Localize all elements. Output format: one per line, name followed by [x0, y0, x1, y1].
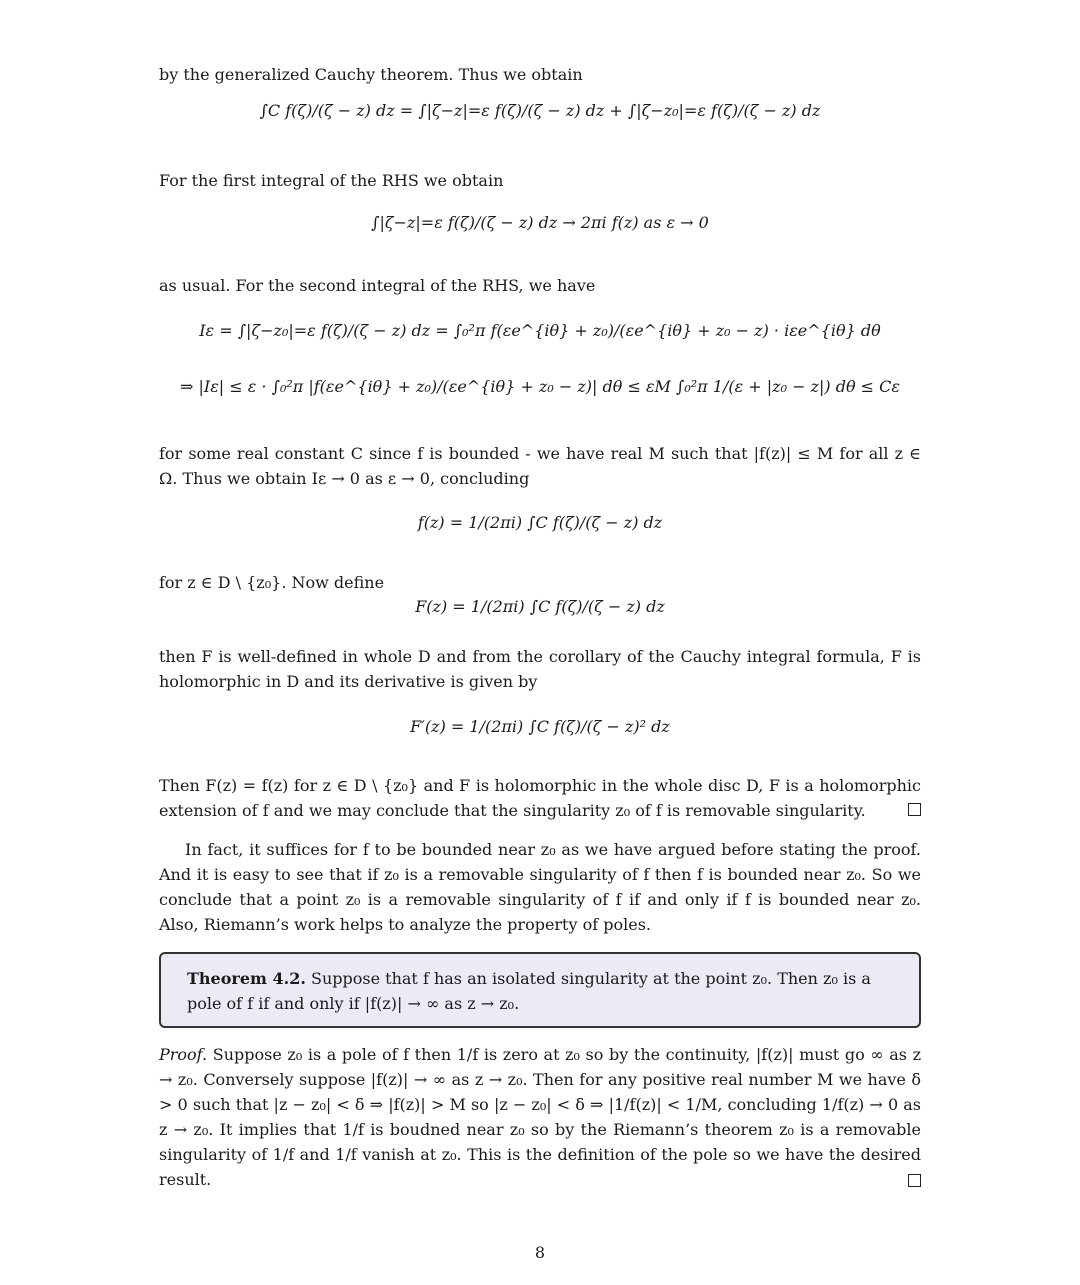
paragraph-conclusion: Then F(z) = f(z) for z ∈ D \ {z₀} and F is holomorphic in the whole disc D, F is a holomorphic extension of f and we may conclude that the singularity z₀ of f is removable singularity.: [159, 776, 921, 820]
proof-text: Suppose z₀ is a pole of f then 1/f is zero at z₀ so by the continuity, |f(z)| must go ∞ as z → z₀. Conversely suppose |f(z)| → ∞ as z → z₀. Then for any positive real number M we have δ > 0 such that |z − z₀| < δ ⇒ |f(z)| > M so |z − z₀| < δ ⇒ |1/f(z)| < 1/M, concluding 1/f(z) → 0 as z → z₀. It implies that 1/f is boudned near z₀ so by the Riemann’s theorem z₀ is a removable singularity of 1/f and 1/f vanish at z₀. This is the definition of the pole so we have the desired result.: [159, 1045, 922, 1189]
paragraph-first-integral: For the first integral of the RHS we obtain: [159, 171, 504, 190]
proof-paragraph: [159, 1042, 921, 1192]
paragraph-bounded-constant: for some real constant C since f is bounded - we have real M such that |f(z)| ≤ M for all z ∈ Ω. Thus we obtain Iε → 0 as ε → 0, concluding: [159, 444, 921, 488]
paragraph-well-defined: then F is well-defined in whole D and from the corollary of the Cauchy integral formula, F is holomorphic in D and its derivative is given by: [159, 647, 921, 691]
equation-definition-capital-f: F(z) = 1/(2πi) ∫C f(ζ)/(ζ − z) dz: [415, 597, 665, 616]
proof-label: Proof.: [159, 1045, 208, 1064]
theorem-box: [159, 952, 921, 1028]
equation-i-epsilon-definition: Iε = ∫|ζ−z₀|=ε f(ζ)/(ζ − z) dz = ∫₀²π f(εe^{iθ} + z₀)/(εe^{iθ} + z₀ − z) · iεe^{iθ} dθ: [199, 321, 881, 340]
qed-square-icon: [908, 1174, 921, 1187]
paragraph-intro: by the generalized Cauchy theorem. Thus we obtain: [159, 65, 583, 84]
equation-i-epsilon-bound: ⇒ |Iε| ≤ ε · ∫₀²π |f(εe^{iθ} + z₀)/(εe^{iθ} + z₀ − z)| dθ ≤ εM ∫₀²π 1/(ε + |z₀ − z|) dθ ≤ Cε: [180, 377, 900, 396]
paragraph-in-fact: In fact, it suffices for f to be bounded near z₀ as we have argued before stating the proof. And it is easy to see that if z₀ is a removable singularity of f then f is bounded near z₀. So we conclude that a point z₀ is a removable singularity of f if and only if f is bounded near z₀. Also, Riemann’s work helps to analyze the property of poles.: [159, 840, 921, 934]
qed-square-icon: [908, 803, 921, 816]
equation-cauchy-split: ∫C f(ζ)/(ζ − z) dz = ∫|ζ−z|=ε f(ζ)/(ζ − z) dz + ∫|ζ−z₀|=ε f(ζ)/(ζ − z) dz: [259, 101, 821, 120]
equation-first-integral-limit: ∫|ζ−z|=ε f(ζ)/(ζ − z) dz → 2πi f(z) as ε → 0: [371, 213, 709, 232]
paragraph-now-define: for z ∈ D \ {z₀}. Now define: [159, 573, 385, 592]
paragraph-second-integral: as usual. For the second integral of the RHS, we have: [159, 276, 596, 295]
equation-derivative: F′(z) = 1/(2πi) ∫C f(ζ)/(ζ − z)² dz: [410, 717, 670, 736]
equation-cauchy-formula-f: f(z) = 1/(2πi) ∫C f(ζ)/(ζ − z) dz: [417, 513, 663, 532]
theorem-label: Theorem 4.2.: [187, 969, 306, 988]
theorem-text: Suppose that f has an isolated singularity at the point z₀. Then z₀ is a pole of f if and only if |f(z)| → ∞ as z → z₀.: [187, 969, 871, 1013]
page-number: 8: [534, 1243, 546, 1262]
